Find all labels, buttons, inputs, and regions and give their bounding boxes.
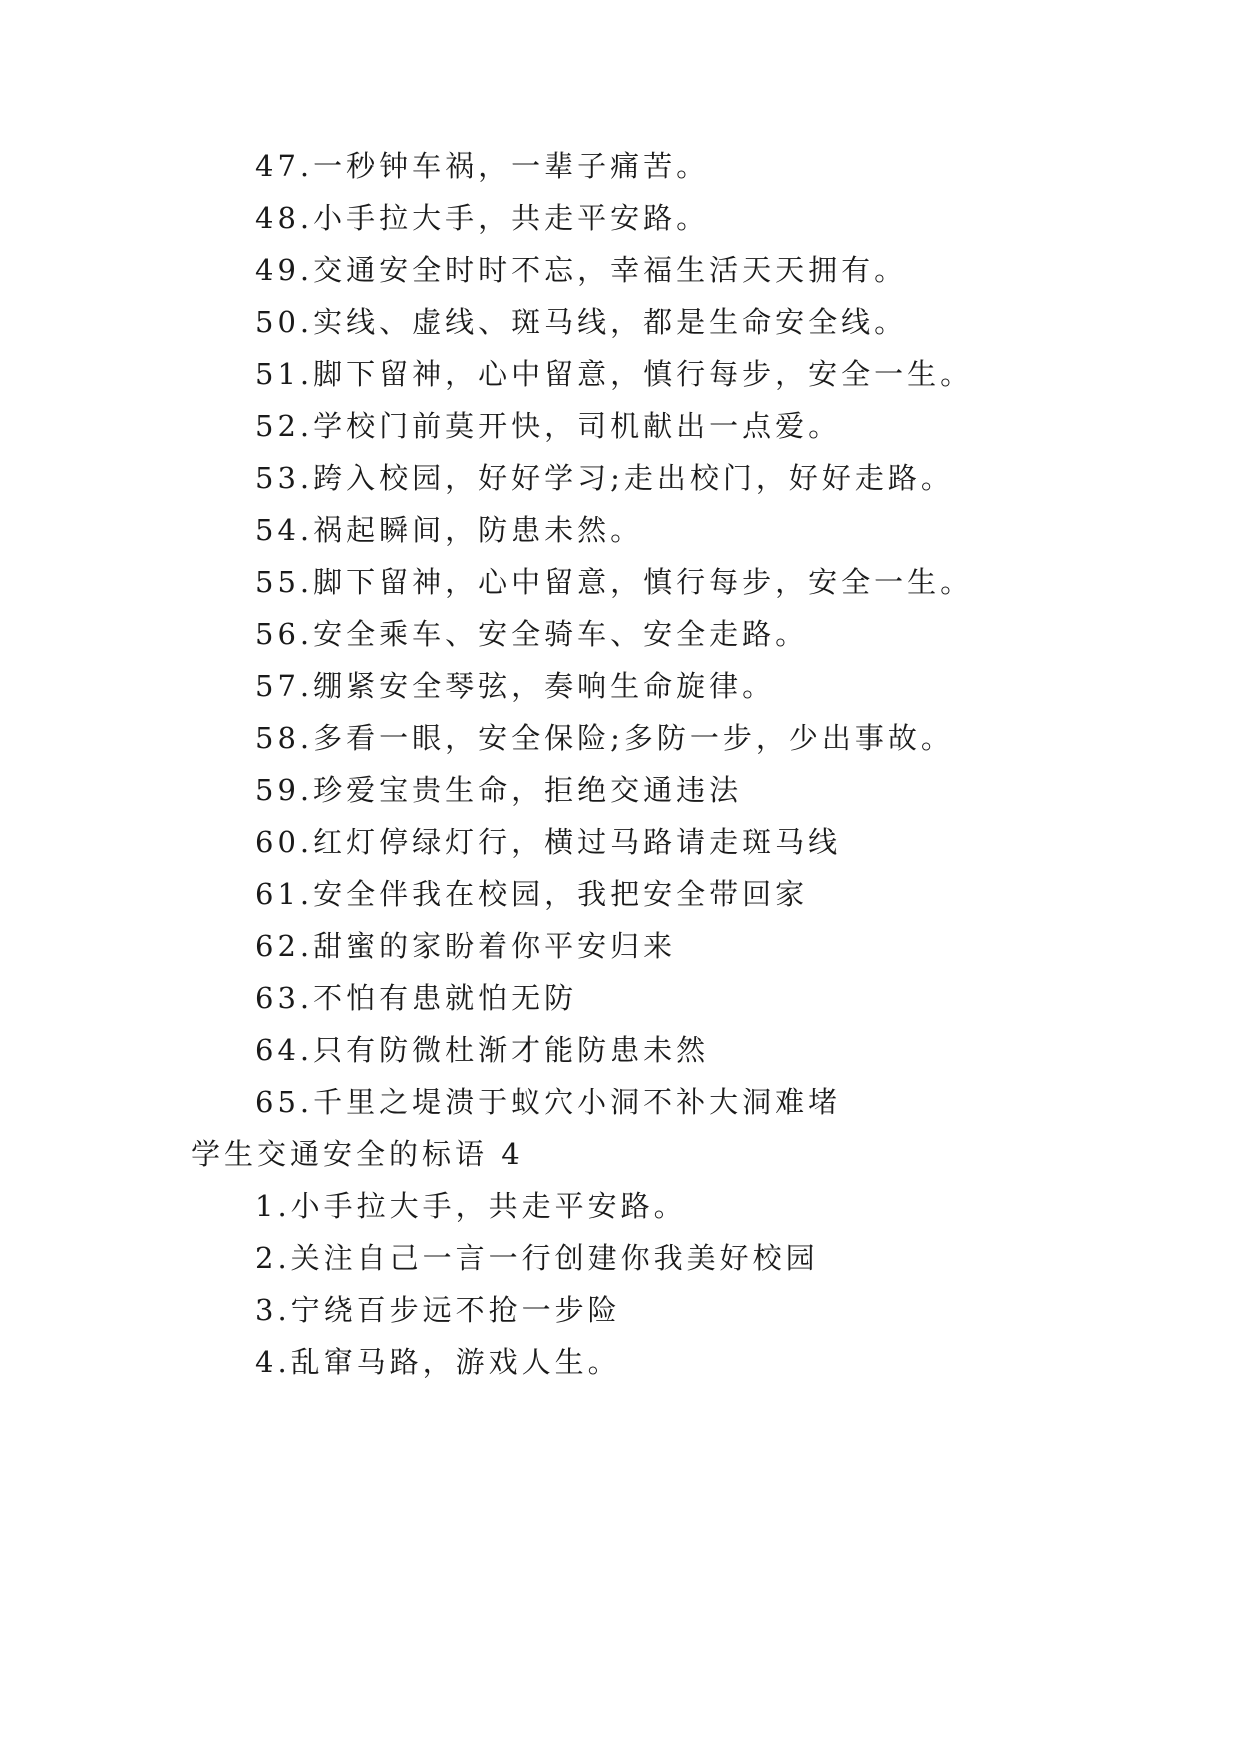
- slogan-line: 54.祸起瞬间，防患未然。: [255, 513, 644, 547]
- slogan-line: 1.小手拉大手，共走平安路。: [255, 1189, 687, 1223]
- section-heading: 学生交通安全的标语 4: [191, 1137, 524, 1171]
- slogan-line: 55.脚下留神，心中留意，慎行每步，安全一生。: [255, 565, 974, 599]
- slogan-line: 58.多看一眼，安全保险;多防一步，少出事故。: [255, 721, 954, 755]
- slogan-line: 65.千里之堤溃于蚁穴小洞不补大洞难堵: [255, 1085, 842, 1119]
- slogan-line: 63.不怕有患就怕无防: [255, 981, 578, 1015]
- slogan-line: 64.只有防微杜渐才能防患未然: [255, 1033, 710, 1067]
- slogan-line: 52.学校门前莫开快，司机献出一点爱。: [255, 409, 842, 443]
- slogan-line: 53.跨入校园，好好学习;走出校门，好好走路。: [255, 461, 954, 495]
- slogan-line: 47.一秒钟车祸，一辈子痛苦。: [255, 149, 710, 183]
- slogan-line: 57.绷紧安全琴弦，奏响生命旋律。: [255, 669, 776, 703]
- slogan-line: 62.甜蜜的家盼着你平安归来: [255, 929, 677, 963]
- slogan-line: 61.安全伴我在校园，我把安全带回家: [255, 877, 809, 911]
- slogan-line: 2.关注自己一言一行创建你我美好校园: [255, 1241, 819, 1275]
- slogan-line: 48.小手拉大手，共走平安路。: [255, 201, 710, 235]
- slogan-line: 50.实线、虚线、斑马线，都是生命安全线。: [255, 305, 908, 339]
- slogan-line: 51.脚下留神，心中留意，慎行每步，安全一生。: [255, 357, 974, 391]
- slogan-line: 3.宁绕百步远不抢一步险: [255, 1293, 621, 1327]
- slogan-line: 59.珍爱宝贵生命，拒绝交通违法: [255, 773, 743, 807]
- slogan-line: 49.交通安全时时不忘，幸福生活天天拥有。: [255, 253, 908, 287]
- slogan-line: 60.红灯停绿灯行，横过马路请走斑马线: [255, 825, 842, 859]
- slogan-line: 4.乱窜马路，游戏人生。: [255, 1345, 621, 1379]
- slogan-line: 56.安全乘车、安全骑车、安全走路。: [255, 617, 809, 651]
